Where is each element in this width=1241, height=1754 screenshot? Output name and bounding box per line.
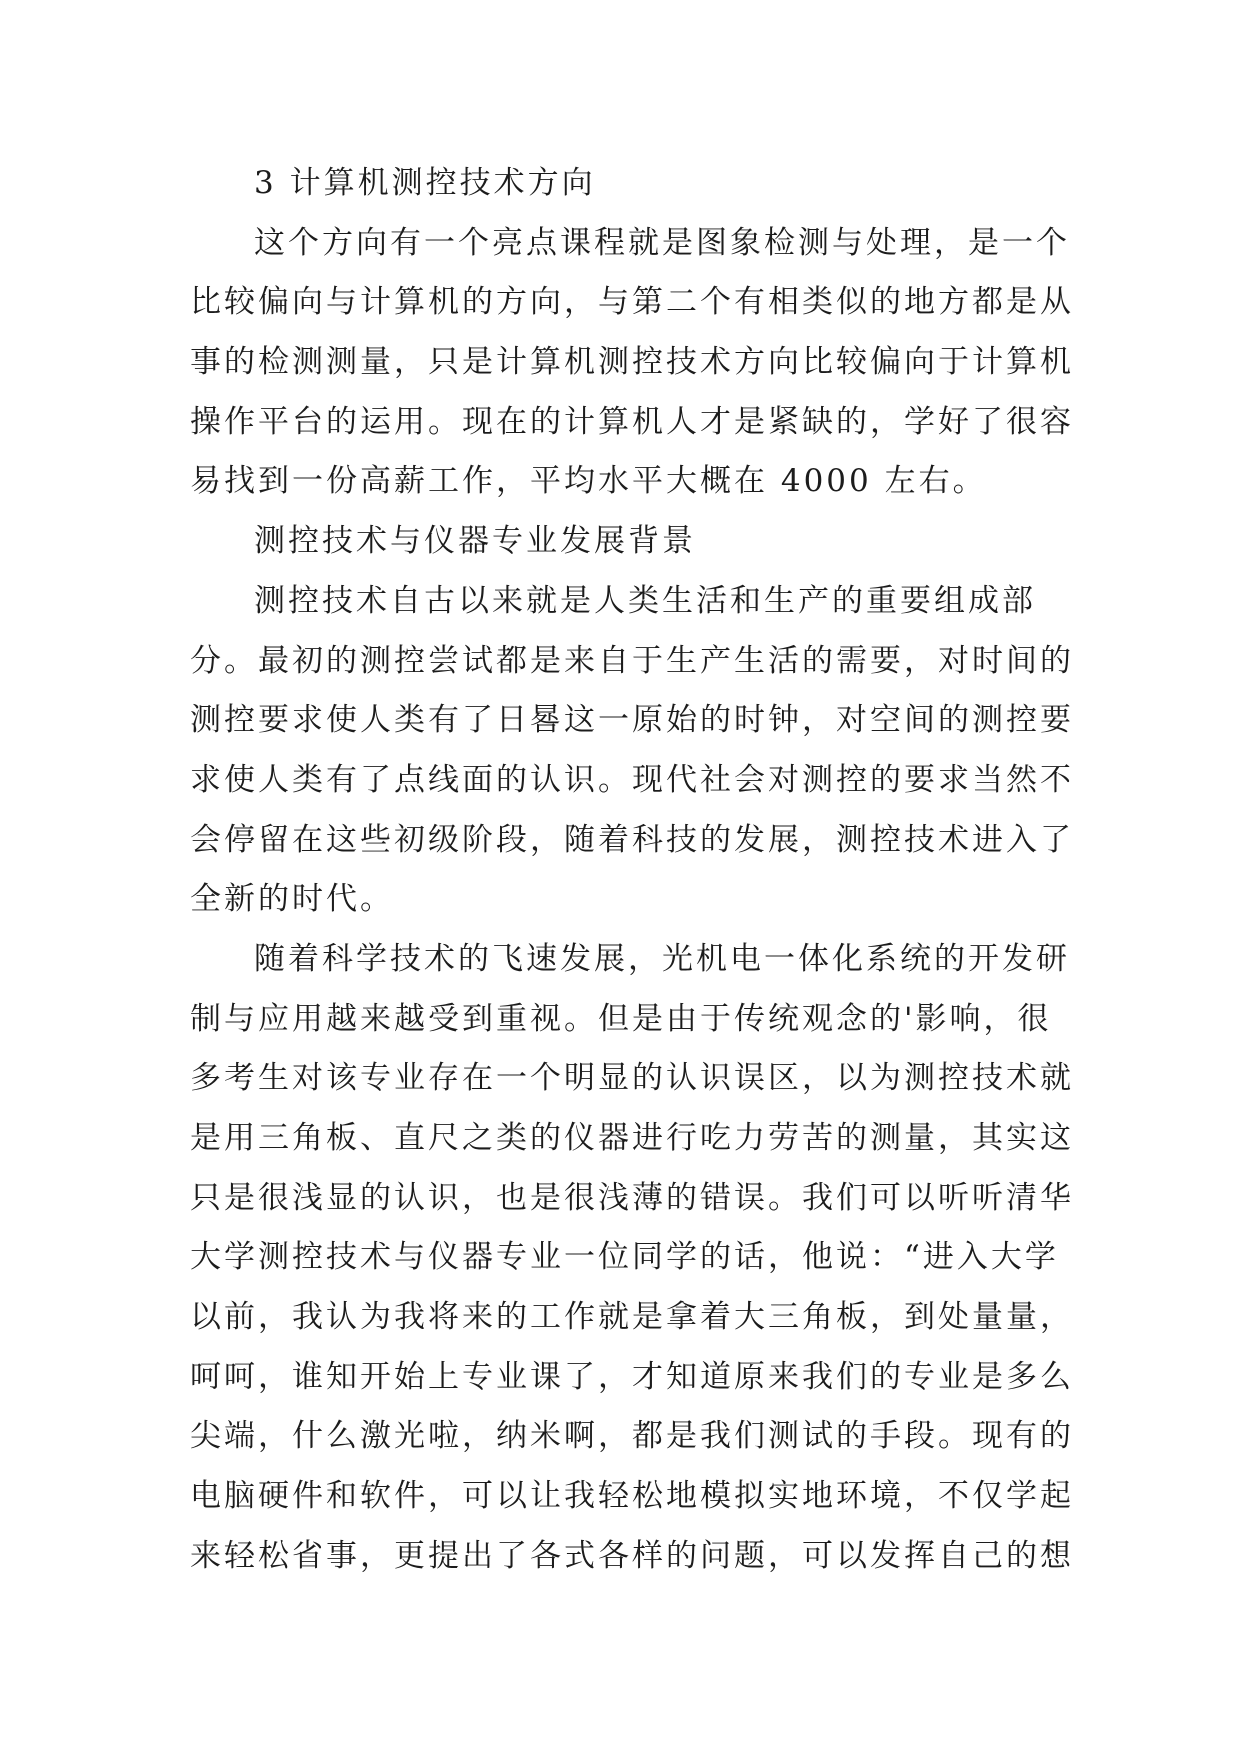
paragraph-first-line: 3 计算机测控技术方向 xyxy=(254,165,596,201)
text-line: 电脑硬件和软件，可以让我轻松地模拟实地环境，不仅学起 xyxy=(190,1478,1074,1515)
paragraph-first-line: 测控技术与仪器专业发展背景 xyxy=(254,523,696,560)
document-body xyxy=(190,154,1074,1587)
text-line: 呵呵，谁知开始上专业课了，才知道原来我们的专业是多么 xyxy=(190,1358,1074,1395)
text-line: 求使人类有了点线面的认识。现代社会对测控的要求当然不 xyxy=(190,761,1074,798)
paragraph-first-line: 这个方向有一个亮点课程就是图象检测与处理，是一个 xyxy=(254,224,1070,261)
text-line: 是用三角板、直尺之类的仪器进行吃力劳苦的测量，其实这 xyxy=(190,1120,1074,1156)
text-line: 制与应用越来越受到重视。但是由于传统观念的'影响，很 xyxy=(190,1000,1052,1037)
text-line: 多考生对该专业存在一个明显的认识误区，以为测控技术就 xyxy=(190,1060,1074,1097)
text-line: 操作平台的运用。现在的计算机人才是紧缺的，学好了很容 xyxy=(190,403,1074,440)
paragraph-first-line: 测控技术自古以来就是人类生活和生产的重要组成部 xyxy=(254,582,1036,619)
text-line: 尖端，什么激光啦，纳米啊，都是我们测试的手段。现有的 xyxy=(190,1418,1074,1455)
text-line: 事的检测测量，只是计算机测控技术方向比较偏向于计算机 xyxy=(190,344,1074,381)
text-line: 只是很浅显的认识，也是很浅薄的错误。我们可以听听清华 xyxy=(190,1179,1074,1216)
text-line: 全新的时代。 xyxy=(190,881,394,918)
text-line: 测控要求使人类有了日晷这一原始的时钟，对空间的测控要 xyxy=(190,702,1074,739)
text-line: 会停留在这些初级阶段，随着科技的发展，测控技术进入了 xyxy=(190,821,1074,858)
text-line: 比较偏向与计算机的方向，与第二个有相类似的地方都是从 xyxy=(190,284,1074,321)
text-line: 大学测控技术与仪器专业一位同学的话，他说：“进入大学 xyxy=(190,1239,1059,1276)
text-line: 来轻松省事，更提出了各式各样的问题，可以发挥自己的想 xyxy=(190,1537,1074,1574)
text-line: 以前，我认为我将来的工作就是拿着大三角板，到处量量， xyxy=(190,1299,1074,1336)
text-line: 分。最初的测控尝试都是来自于生产生活的需要，对时间的 xyxy=(190,642,1074,679)
text-line: 易找到一份高薪工作，平均水平大概在 4000 左右。 xyxy=(190,463,987,500)
paragraph-first-line: 随着科学技术的飞速发展，光机电一体化系统的开发研 xyxy=(254,940,1070,977)
